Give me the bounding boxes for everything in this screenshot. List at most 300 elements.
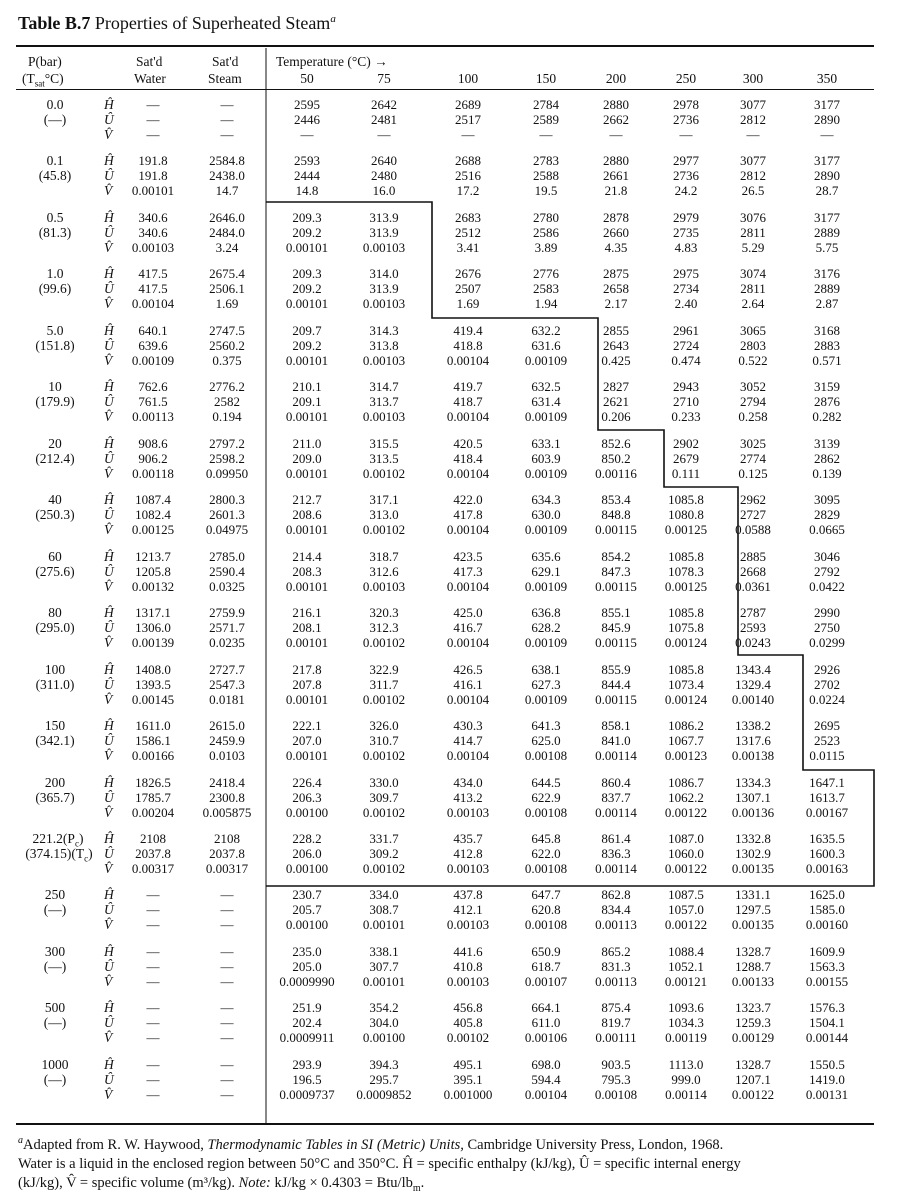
table-cell: 0.00100 [285, 805, 329, 821]
table-cell: 2978 [673, 97, 699, 112]
table-cell: 0.00101 [285, 522, 329, 538]
table-cell: 2642 [371, 97, 397, 112]
table-cell: 2646.0 [209, 210, 245, 225]
table-cell: 2890 [814, 168, 840, 184]
table-cell: 0.00122 [664, 917, 708, 933]
table-cell: — [220, 1057, 234, 1072]
table-cell: 2783 [533, 153, 559, 168]
table-cell: 417.5 [138, 281, 168, 297]
table-cell: 212.7 [292, 492, 322, 507]
table-cell: 2736 [673, 112, 699, 128]
saturation-temperature-label: (—) [43, 959, 67, 975]
table-cell: 0.00136 [731, 805, 775, 821]
table-cell: 0.00109 [524, 466, 568, 482]
saturation-temperature-label: (—) [43, 1072, 67, 1088]
table-cell: 0.00104 [446, 635, 490, 651]
table-cell: 1075.8 [668, 620, 704, 636]
pressure-label: 10 [48, 379, 62, 394]
table-cell: 999.0 [671, 1072, 701, 1088]
table-cell: 1328.7 [735, 944, 771, 959]
table-cell: 1060.0 [668, 846, 704, 862]
table-cell: 312.6 [369, 564, 399, 580]
footnote-end: . [420, 1174, 425, 1191]
table-cell: 2661 [603, 168, 629, 184]
footnote-source-post: Cambridge University Press, London, 1968. [463, 1136, 724, 1153]
table-cell: 313.0 [369, 507, 399, 523]
table-cell: — [220, 112, 234, 128]
table-cell: 2902 [673, 436, 699, 451]
table-cell: 0.111 [671, 466, 701, 482]
enthalpy-symbol: Ĥ [104, 887, 114, 902]
table-cell: 0.00133 [731, 974, 775, 990]
saturation-temperature-label: (250.3) [35, 507, 75, 523]
table-cell: 0.00102 [362, 466, 406, 482]
table-cell: — [146, 1000, 160, 1015]
table-cell: 2812 [740, 112, 766, 128]
internal-energy-symbol: Û [104, 620, 114, 636]
table-cell: 0.233 [671, 409, 701, 425]
table-cell: 0.00140 [731, 692, 775, 708]
table-cell: 0.00101 [285, 748, 329, 764]
table-cell: 0.00145 [131, 692, 175, 708]
table-cell: 795.3 [601, 1072, 631, 1088]
internal-energy-symbol: Û [104, 902, 114, 918]
table-cell: 0.00113 [132, 409, 174, 425]
table-cell: 1323.7 [735, 1000, 771, 1015]
table-cell: 2962 [740, 492, 766, 507]
table-cell: 251.9 [292, 1000, 322, 1015]
table-cell: 2300.8 [209, 790, 245, 806]
footnote-line-1 [18, 1131, 880, 1155]
table-cell: 664.1 [531, 1000, 561, 1015]
table-cell: 3177 [814, 210, 840, 225]
table-cell: 836.3 [601, 846, 631, 862]
table-cell: — [220, 959, 234, 975]
table-cell: 908.6 [138, 436, 168, 451]
table-cell: 845.9 [601, 620, 631, 636]
temperature-column-header: 50 [300, 71, 314, 86]
table-cell: 2560.2 [209, 338, 245, 354]
table-cell: 0.00144 [805, 1030, 849, 1046]
table-cell: 1419.0 [809, 1072, 845, 1088]
table-cell: 645.8 [531, 831, 561, 846]
internal-energy-symbol: Û [104, 451, 114, 467]
pressure-label: 1000 [41, 1057, 69, 1072]
table-cell: 315.5 [369, 436, 399, 451]
table-cell: 2785.0 [209, 549, 245, 564]
table-cell: 0.00121 [664, 974, 708, 990]
table-cell: 0.0243 [735, 635, 771, 651]
table-cell: 410.8 [453, 959, 483, 975]
table-cell: 0.00167 [805, 805, 849, 821]
table-cell: — [146, 959, 160, 975]
table-cell: 631.4 [531, 394, 561, 410]
table-cell: 0.00103 [446, 861, 490, 877]
table-cell: 405.8 [453, 1015, 483, 1031]
saturation-temperature-label: (45.8) [38, 168, 72, 184]
table-cell: 0.00101 [131, 183, 175, 199]
table-cell: 632.2 [531, 323, 561, 338]
saturation-temperature-label: $(374.15)(T_c)$ [25, 846, 93, 864]
table-cell: 0.00101 [285, 296, 329, 312]
table-cell: 0.00122 [664, 805, 708, 821]
table-cell: 435.7 [453, 831, 483, 846]
table-cell: 209.3 [292, 210, 322, 225]
footnote-volume: (kJ/kg), V̂ = specific volume (m³/kg). [18, 1174, 239, 1191]
table-cell: — [146, 902, 160, 918]
table-cell: 0.00138 [731, 748, 775, 764]
table-cell: — [220, 97, 234, 112]
table-cell: — [146, 974, 160, 990]
saturation-temperature-label: (311.0) [35, 677, 75, 693]
tsat-sub: sat [34, 78, 45, 89]
table-cell: 2668 [740, 564, 766, 580]
table-cell: 0.125 [738, 466, 768, 482]
table-cell: 594.4 [531, 1072, 561, 1088]
specific-volume-symbol: V̂ [104, 635, 113, 651]
enthalpy-symbol: Ĥ [104, 492, 114, 507]
internal-energy-symbol: Û [104, 394, 114, 410]
table-cell: 837.7 [601, 790, 631, 806]
table-cell: 318.7 [369, 549, 399, 564]
table-cell: 2811 [740, 281, 766, 297]
table-cell: 3095 [814, 492, 840, 507]
table-cell: 2759.9 [209, 605, 245, 620]
table-cell: 0.0299 [809, 635, 845, 651]
table-cell: 1080.8 [668, 507, 704, 523]
table-cell: — [146, 1072, 160, 1088]
table-cell: 0.00104 [446, 579, 490, 595]
table-cell: 0.00100 [285, 861, 329, 877]
table-cell: 314.3 [369, 323, 399, 338]
table-cell: 627.3 [531, 677, 561, 693]
table-cell: 395.1 [453, 1072, 483, 1088]
table-cell: 307.7 [369, 959, 399, 975]
table-cell: 0.00102 [362, 635, 406, 651]
table-cell: 2880 [603, 97, 629, 112]
table-cell: 1408.0 [135, 662, 171, 677]
table-cell: 0.00104 [446, 409, 490, 425]
table-cell: — [220, 1087, 234, 1103]
table-cell: 209.0 [292, 451, 322, 467]
table-cell: 2875 [603, 266, 629, 281]
table-cell: 0.00108 [524, 748, 568, 764]
temperature-column-header: 150 [535, 71, 557, 86]
table-cell: 2975 [673, 266, 699, 281]
table-cell: 2827 [603, 379, 629, 394]
table-cell: 2774 [740, 451, 766, 467]
table-cell: 2621 [603, 394, 629, 410]
table-cell: 2876 [814, 394, 840, 410]
table-cell: 2582 [214, 394, 240, 410]
table-cell: 208.3 [292, 564, 322, 580]
pressure-label: 1.0 [46, 266, 64, 281]
table-cell: 1067.7 [668, 733, 704, 749]
table-cell: 2787 [740, 605, 766, 620]
table-cell: 634.3 [531, 492, 561, 507]
table-cell: 3077 [740, 153, 766, 168]
table-cell: 0.258 [738, 409, 768, 425]
table-cell: 3076 [740, 210, 766, 225]
table-cell: — [146, 917, 160, 933]
table-cell: 0.00317 [131, 861, 175, 877]
specific-volume-symbol: V̂ [104, 353, 113, 369]
saturation-temperature-label: (212.4) [35, 451, 75, 467]
table-cell: 762.6 [138, 379, 168, 394]
table-cell: 0.00124 [664, 635, 708, 651]
table-cell: 0.00115 [595, 692, 637, 708]
specific-volume-symbol: V̂ [104, 917, 113, 933]
table-cell: 14.8 [295, 183, 319, 199]
table-cell: 2979 [673, 210, 699, 225]
table-cell: — [679, 127, 693, 143]
table-cell: 0.0325 [209, 579, 245, 595]
table-cell: 0.00114 [595, 748, 637, 764]
table-cell: 0.00101 [285, 240, 329, 256]
saturation-temperature-label: (99.6) [38, 281, 72, 297]
table-cell: — [820, 127, 834, 143]
table-cell: 0.00104 [524, 1087, 568, 1103]
table-cell: 209.2 [292, 281, 322, 297]
table-cell: 1086.7 [668, 775, 704, 790]
table-cell: 1307.1 [735, 790, 771, 806]
table-cell: 1611.0 [135, 718, 171, 733]
internal-energy-symbol: Û [104, 564, 114, 580]
table-cell: 639.6 [138, 338, 168, 354]
table-cell: 865.2 [601, 944, 631, 959]
table-cell: — [220, 1015, 234, 1031]
table-cell: 2037.8 [209, 846, 245, 862]
table-cell: — [146, 112, 160, 128]
table-cell: 205.7 [292, 902, 322, 918]
internal-energy-symbol: Û [104, 281, 114, 297]
table-cell: 419.7 [453, 379, 483, 394]
table-cell: 0.00104 [446, 522, 490, 538]
table-cell: 0.00139 [131, 635, 175, 651]
table-cell: 1550.5 [809, 1057, 845, 1072]
table-cell: 0.00135 [731, 861, 775, 877]
table-cell: 313.9 [369, 281, 399, 297]
enthalpy-symbol: Ĥ [104, 266, 114, 281]
table-cell: 2.17 [604, 296, 628, 312]
table-cell: 0.00109 [524, 353, 568, 369]
table-cell: 0.00102 [362, 522, 406, 538]
table-cell: 2660 [603, 225, 629, 241]
table-cell: 0.00108 [524, 861, 568, 877]
table-cell: 2734 [673, 281, 699, 297]
table-cell: 1086.2 [668, 718, 704, 733]
table-cell: 0.00101 [285, 579, 329, 595]
satd-water-header-1: Sat'd [136, 54, 163, 69]
table-cell: 437.8 [453, 887, 483, 902]
table-cell: 0.00129 [731, 1030, 775, 1046]
table-cell: 2.40 [674, 296, 698, 312]
table-cell: 3046 [814, 549, 840, 564]
saturation-temperature-label: (179.9) [35, 394, 75, 410]
table-cell: 2990 [814, 605, 840, 620]
table-cell: 603.9 [531, 451, 561, 467]
table-cell: 313.7 [369, 394, 399, 410]
table-cell: — [377, 127, 391, 143]
table-cell: 0.00101 [285, 635, 329, 651]
pressure-label: 300 [44, 944, 66, 959]
table-cell: 629.1 [531, 564, 561, 580]
table-cell: 0.00102 [362, 692, 406, 708]
enthalpy-symbol: Ĥ [104, 97, 114, 112]
table-cell: 2702 [814, 677, 840, 693]
table-cell: 847.3 [601, 564, 631, 580]
table-cell: 698.0 [531, 1057, 561, 1072]
table-cell: 230.7 [292, 887, 322, 902]
enthalpy-symbol: Ĥ [104, 1057, 114, 1072]
table-cell: 1087.5 [668, 887, 704, 902]
table-cell: 2890 [814, 112, 840, 128]
table-cell: 1331.1 [735, 887, 771, 902]
table-cell: 1328.7 [735, 1057, 771, 1072]
footnote-conversion: kJ/kg × 0.4303 = Btu/lb [270, 1174, 413, 1191]
saturation-temperature-label: (275.6) [35, 564, 75, 580]
internal-energy-symbol: Û [104, 168, 114, 184]
table-cell: 0.00103 [446, 917, 490, 933]
specific-volume-symbol: V̂ [104, 805, 113, 821]
table-cell: — [220, 127, 234, 143]
table-cell: 650.9 [531, 944, 561, 959]
table-cell: 2800.3 [209, 492, 245, 507]
table-cell: 418.4 [453, 451, 483, 467]
table-cell: 0.00115 [595, 522, 637, 538]
table-cell: 0.00114 [665, 1087, 707, 1103]
table-cell: 1057.0 [668, 902, 704, 918]
table-number: Table B.7 [18, 13, 91, 33]
table-cell: — [146, 944, 160, 959]
table-cell: 1087.4 [135, 492, 171, 507]
table-cell: 647.7 [531, 887, 561, 902]
table-cell: 1306.0 [135, 620, 171, 636]
temperature-column-header: 200 [605, 71, 627, 86]
pressure-label: 0.5 [46, 210, 64, 225]
table-cell: 0.522 [738, 353, 768, 369]
table-cell: 0.00109 [131, 353, 175, 369]
internal-energy-symbol: Û [104, 1015, 114, 1031]
table-cell: 209.2 [292, 225, 322, 241]
table-cell: 441.6 [453, 944, 483, 959]
pressure-label: 100 [44, 662, 66, 677]
table-cell: 2735 [673, 225, 699, 241]
table-cell: 0.00119 [665, 1030, 707, 1046]
internal-energy-symbol: Û [104, 507, 114, 523]
specific-volume-symbol: V̂ [104, 692, 113, 708]
table-cell: 0.00101 [285, 692, 329, 708]
table-cell: 16.0 [372, 183, 396, 199]
table-cell: 633.1 [531, 436, 561, 451]
table-cell: 0.00101 [285, 353, 329, 369]
internal-energy-symbol: Û [104, 677, 114, 693]
table-cell: — [220, 974, 234, 990]
specific-volume-symbol: V̂ [104, 127, 113, 143]
table-cell: 0.00115 [595, 579, 637, 595]
table-cell: 417.8 [453, 507, 483, 523]
table-cell: 2889 [814, 281, 840, 297]
pressure-label: 0.1 [46, 153, 64, 168]
table-cell: 0.00123 [664, 748, 708, 764]
table-cell: 0.0224 [809, 692, 845, 708]
table-cell: 0.04975 [205, 522, 249, 538]
table-cell: 1052.1 [668, 959, 704, 975]
table-cell: — [539, 127, 553, 143]
table-cell: 0.00103 [446, 805, 490, 821]
table-cell: 314.7 [369, 379, 399, 394]
table-cell: 5.29 [741, 240, 765, 256]
table-cell: 632.5 [531, 379, 561, 394]
table-caption: Properties of Superheated Steam [94, 13, 331, 33]
table-cell: 1085.8 [668, 492, 704, 507]
table-cell: 214.4 [292, 549, 322, 564]
table-cell: 295.7 [369, 1072, 399, 1088]
enthalpy-symbol: Ĥ [104, 436, 114, 451]
table-cell: 1393.5 [135, 677, 171, 693]
enthalpy-symbol: Ĥ [104, 549, 114, 564]
table-cell: 0.139 [812, 466, 842, 482]
table-cell: 0.282 [812, 409, 842, 425]
table-cell: 0.00125 [664, 522, 708, 538]
table-cell: 2547.3 [209, 677, 245, 693]
table-cell: 0.00106 [524, 1030, 568, 1046]
table-cell: 417.5 [138, 266, 168, 281]
pressure-label: 80 [48, 605, 62, 620]
table-cell: 2583 [533, 281, 559, 297]
table-cell: 0.00160 [805, 917, 849, 933]
table-cell: 1826.5 [135, 775, 171, 790]
table-cell: 26.5 [741, 183, 765, 199]
table-cell: 628.2 [531, 620, 561, 636]
table-cell: 848.8 [601, 507, 631, 523]
table-cell: 0.425 [601, 353, 631, 369]
table-cell: 3074 [740, 266, 766, 281]
table-cell: 0.00102 [362, 748, 406, 764]
table-cell: 1093.6 [668, 1000, 704, 1015]
internal-energy-symbol: Û [104, 225, 114, 241]
table-cell: 2516 [455, 168, 481, 184]
table-cell: 0.0422 [809, 579, 845, 595]
table-cell: 0.00102 [362, 805, 406, 821]
table-cell: 0.00124 [664, 692, 708, 708]
table-cell: 2108 [140, 831, 166, 846]
table-cell: 2710 [673, 394, 699, 410]
table-cell: 0.0588 [735, 522, 771, 538]
table-cell: 209.3 [292, 266, 322, 281]
table-cell: 2878 [603, 210, 629, 225]
table-cell: 0.00103 [131, 240, 175, 256]
internal-energy-symbol: Û [104, 733, 114, 749]
table-cell: — [220, 902, 234, 918]
satd-water-header-2: Water [134, 71, 166, 86]
table-cell: 312.3 [369, 620, 399, 636]
table-cell: 0.0009911 [279, 1030, 335, 1046]
table-cell: 313.9 [369, 225, 399, 241]
table-cell: 1613.7 [809, 790, 845, 806]
table-cell: 0.00317 [205, 861, 249, 877]
table-cell: 861.4 [601, 831, 631, 846]
table-cell: 338.1 [369, 944, 399, 959]
table-cell: — [220, 1030, 234, 1046]
table-cell: — [146, 1030, 160, 1046]
table-cell: 3065 [740, 323, 766, 338]
table-cell: 0.00103 [362, 579, 406, 595]
enthalpy-symbol: Ĥ [104, 323, 114, 338]
table-cell: 1073.4 [668, 677, 704, 693]
table-cell: 24.2 [674, 183, 698, 199]
table-cell: 14.7 [215, 183, 239, 199]
